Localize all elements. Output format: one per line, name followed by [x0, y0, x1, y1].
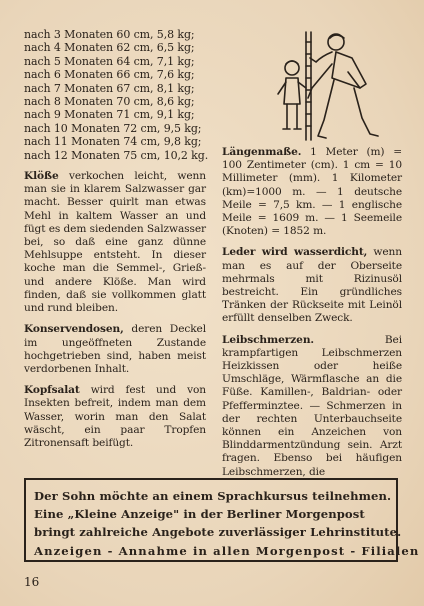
page-number: 16 — [24, 575, 40, 589]
measuring-illustration-image — [262, 28, 402, 144]
growth-row: nach 6 Monaten 66 cm, 7,6 kg; — [24, 68, 195, 82]
entry-text: wird fest und von Insekten befreit, indem man dem Wasser, worin man den Salat wäscht, ein paar Tropfen Zitronensaft beifügt. — [24, 384, 206, 449]
growth-row: nach 10 Monaten 72 cm, 9,5 kg; — [24, 121, 202, 135]
growth-row: nach 5 Monaten 64 cm, 7,1 kg; — [24, 54, 195, 68]
entry-konservendosen — [24, 323, 206, 376]
entry-kopfsalat — [24, 384, 206, 450]
growth-row: nach 12 Monaten 75 cm, 10,2 kg. — [24, 148, 209, 162]
entry-laengenmasse — [222, 146, 402, 238]
measuring-child-illustration — [222, 28, 402, 146]
entry-kloesse — [24, 170, 206, 315]
growth-row: nach 3 Monaten 60 cm, 5,8 kg; — [24, 28, 195, 41]
entry-heading: Leibschmerzen. — [222, 333, 315, 346]
entry-heading: Konservendosen, — [24, 323, 124, 336]
growth-row: nach 8 Monaten 70 cm, 8,6 kg; — [24, 95, 195, 109]
ad-line-3: bringt zahlreiche Angebote zuverlässiger Lehrinstitute. — [34, 525, 402, 540]
growth-row: nach 7 Monaten 67 cm, 8,1 kg; — [24, 81, 195, 95]
entry-text: verkochen leicht, wenn man sie in klarem Salzwasser gar macht. Besser quirlt man etwas Mehl in kaltem Wasser an und fügt es dem siedenden Salzwasser bei, so daß eine ganz dünne Mehlsuppe entsteht. In dieser koche man die Semmel-, Grieß- und andere Klöße. Man wird finden, daß sie vollkommen glatt und rund bleiben. — [24, 170, 206, 315]
growth-table — [24, 28, 209, 162]
ad-line-1: Der Sohn möchte an einem Sprachkursus teilnehmen. — [34, 489, 392, 503]
ad-line-4: Anzeigen - Annahme in allen Morgenpost - Filialen — [34, 543, 420, 558]
right-column — [222, 28, 402, 479]
advertisement-box — [24, 478, 420, 562]
left-column — [24, 28, 209, 450]
growth-row: nach 9 Monaten 71 cm, 9,1 kg; — [24, 108, 195, 122]
entry-leder — [222, 246, 402, 325]
entry-text: Bei krampfartigen Leibschmerzen Heizkissen oder heiße Umschläge, Wärmflasche an die Füße. Kamillen-, Baldrian- oder Pfefferminztee. — Schmerzen in der rechten Unterbauchseite können ein Anzeichen von Blinddarmentzündung sein. Arzt fragen. Ebenso bei häufigen Leibschmerzen, die — [222, 333, 402, 478]
entry-heading: Längenmaße. — [222, 146, 302, 158]
ad-line-2: Eine „Kleine Anzeige" in der Berliner Morgenpost — [34, 507, 365, 522]
entry-leibschmerzen — [222, 334, 402, 479]
entry-heading: Klöße — [24, 170, 59, 183]
entry-heading: Kopfsalat — [24, 384, 80, 397]
growth-row: nach 4 Monaten 62 cm, 6,5 kg; — [24, 41, 195, 55]
growth-row: nach 11 Monaten 74 cm, 9,8 kg; — [24, 135, 202, 149]
entry-heading: Leder wird wasserdicht, — [222, 246, 368, 259]
entry-text: 1 Meter (m) = 100 Zentimeter (cm). 1 cm = 10 Millimeter (mm). 1 Kilometer (km)=1000 m. — 1 deutsche Meile = 7,5 km. — 1 englische Meile = 1609 m. — 1 Seemeile (Knoten) = 1852 m. — [222, 146, 402, 238]
entry-text: wenn man es auf der Oberseite mehrmals mit Rizinusöl bestreicht. Ein gründliches Tränken der Rückseite mit Leinöl erfüllt denselben Zweck. — [222, 246, 402, 325]
entry-text: deren Deckel im ungeöffneten Zustande hochgetrieben sind, haben meist verdorbenen Inhalt. — [24, 323, 206, 375]
